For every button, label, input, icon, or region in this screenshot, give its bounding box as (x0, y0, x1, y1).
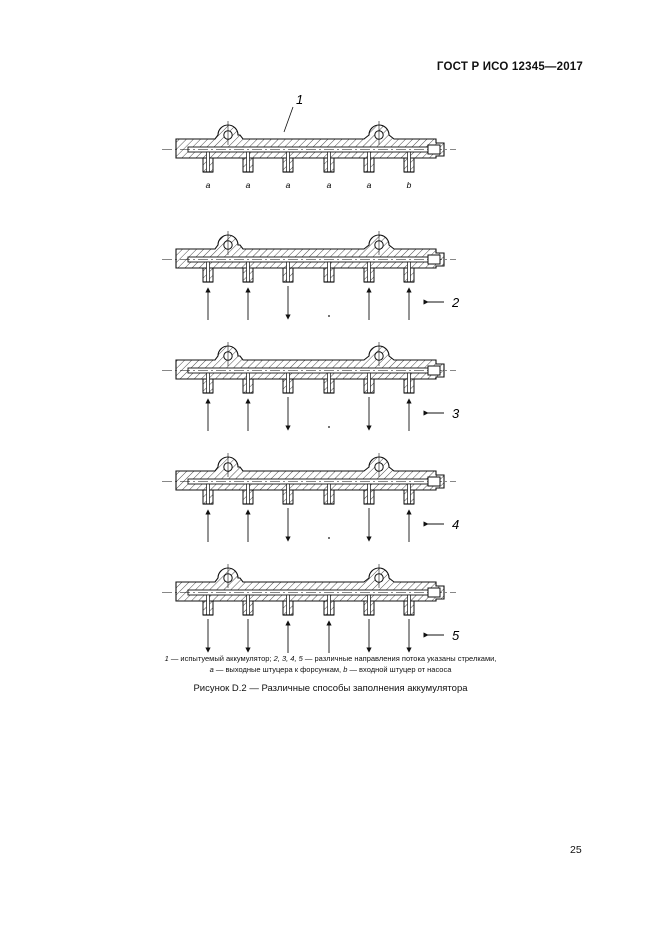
accumulator-rail (162, 564, 456, 615)
port-label: a (245, 180, 251, 190)
flow-dot (328, 537, 330, 539)
port-label: a (285, 180, 291, 190)
port-label: b (406, 180, 412, 190)
legend-text-b: — входной штуцер от насоса (347, 665, 452, 674)
figure-caption: Рисунок D.2 — Различные способы заполнения аккумулятора (193, 683, 468, 694)
flow-dot (328, 315, 330, 317)
legend-key-1: 1 (164, 654, 169, 663)
legend-key-2: 2, 3, 4, 5 (273, 654, 303, 663)
variant-label: 4 (452, 517, 460, 532)
callout-1: 1 (296, 92, 304, 107)
variant-label: 2 (452, 295, 460, 310)
legend-text-a: — выходные штуцера к форсункам, (213, 665, 344, 674)
page-number: 25 (570, 844, 582, 856)
port-label: a (326, 180, 332, 190)
flow-dot (328, 426, 330, 428)
legend-text-1: — испытуемый аккумулятор; (168, 654, 274, 663)
variant-label: 3 (452, 406, 460, 421)
variant-label: 5 (452, 628, 460, 643)
accumulator-rail (162, 231, 456, 282)
document-header: ГОСТ Р ИСО 12345—2017 (436, 61, 583, 73)
port-label: a (366, 180, 372, 190)
accumulator-rails (162, 121, 456, 615)
legend-key-b: b (343, 665, 348, 674)
accumulator-rail (162, 342, 456, 393)
legend-key-a: а (209, 665, 214, 674)
legend-text-2: — различные направления потока указаны стрелками, (302, 654, 497, 663)
accumulator-rail (162, 453, 456, 504)
figure-legend (60, 653, 601, 675)
accumulator-rail (162, 121, 456, 172)
port-label: a (205, 180, 211, 190)
